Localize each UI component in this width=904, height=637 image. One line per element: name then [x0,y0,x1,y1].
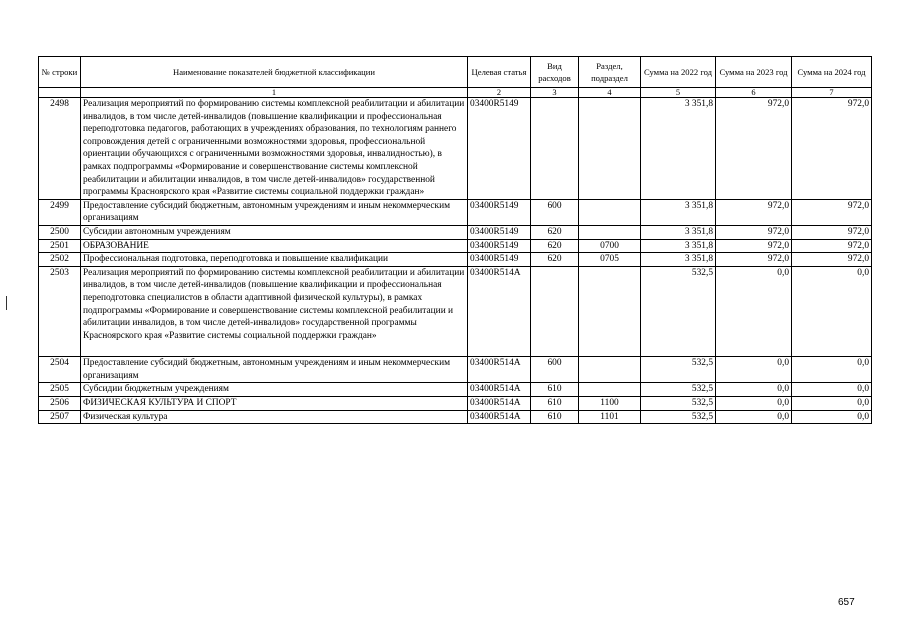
section-cell [579,266,641,357]
sum-2022-cell: 3 351,8 [641,253,716,267]
indicator-name-cell: Реализация мероприятий по формированию системы комплексной реабилитации и абилитации инвалидов, в том числе детей-инвалидов (повышение квалификации и профессиональная переподготовка педагогов, работающих в учреждениях образования, по технологиям раннего сопровождения детей с ограниченными возможностями здоровья, профессиональной ориентации обучающихся с ограниченными возможностями здоровья, инвалидностью), в рамках подпрограммы «Формирование и совершенствование системы комплексной реабилитации и абилитации инвалидов, в том числе детей-инвалидов» государственной программы Красноярского края «Развитие системы социальной поддержки граждан» [81,98,468,200]
expense-type-cell [531,266,579,357]
sum-2024-cell: 972,0 [792,199,872,225]
row-number-cell: 2498 [39,98,81,200]
indicator-name-cell: Предоставление субсидий бюджетным, автономным учреждениям и иным некоммерческим организациям [81,199,468,225]
row-number-cell: 2507 [39,410,81,424]
row-number-cell: 2503 [39,266,81,357]
row-number-cell: 2506 [39,397,81,411]
sum-2024-cell: 972,0 [792,225,872,239]
column-number: 5 [641,88,716,98]
section-cell [579,199,641,225]
table-body [39,98,872,424]
expense-type-cell [531,98,579,200]
target-article-cell: 03400R5149 [468,239,531,253]
header-sum-2023: Сумма на 2023 год [716,57,792,88]
header-vid: Вид расходов [531,57,579,88]
sum-2024-cell: 972,0 [792,98,872,200]
column-number: 3 [531,88,579,98]
section-cell [579,98,641,200]
indicator-name-cell: Физическая культура [81,410,468,424]
expense-type-cell: 600 [531,357,579,383]
sum-2022-cell: 532,5 [641,397,716,411]
table-row [39,397,872,411]
expense-type-cell: 620 [531,225,579,239]
row-number-cell: 2499 [39,199,81,225]
sum-2023-cell: 972,0 [716,225,792,239]
indicator-name-cell: Предоставление субсидий бюджетным, автономным учреждениям и иным некоммерческим организациям [81,357,468,383]
budget-table [38,56,872,424]
target-article-cell: 03400R5149 [468,199,531,225]
target-article-cell: 03400R5149 [468,253,531,267]
sum-2023-cell: 972,0 [716,98,792,200]
table-header-row [39,57,872,88]
sum-2022-cell: 3 351,8 [641,98,716,200]
table-row [39,410,872,424]
table-row [39,98,872,200]
table-row [39,383,872,397]
column-number: 6 [716,88,792,98]
target-article-cell: 03400R514A [468,383,531,397]
sum-2024-cell: 0,0 [792,410,872,424]
indicator-name-cell: Субсидии автономным учреждениям [81,225,468,239]
target-article-cell: 03400R514A [468,357,531,383]
header-name: Наименование показателей бюджетной классификации [81,57,468,88]
target-article-cell: 03400R514A [468,266,531,357]
expense-type-cell: 620 [531,253,579,267]
row-number-cell: 2502 [39,253,81,267]
sum-2024-cell: 0,0 [792,357,872,383]
expense-type-cell: 610 [531,397,579,411]
row-number-cell: 2501 [39,239,81,253]
column-number: 2 [468,88,531,98]
section-cell [579,383,641,397]
column-number-row [39,88,872,98]
table-row [39,357,872,383]
sum-2023-cell: 972,0 [716,199,792,225]
sum-2024-cell: 972,0 [792,253,872,267]
sum-2023-cell: 972,0 [716,239,792,253]
header-sum-2022: Сумма на 2022 год [641,57,716,88]
sum-2022-cell: 532,5 [641,357,716,383]
sum-2022-cell: 532,5 [641,410,716,424]
sum-2023-cell: 972,0 [716,253,792,267]
header-target: Целевая статья [468,57,531,88]
row-number-cell: 2505 [39,383,81,397]
section-cell: 0705 [579,253,641,267]
indicator-name-cell: ФИЗИЧЕСКАЯ КУЛЬТУРА И СПОРТ [81,397,468,411]
section-cell: 1101 [579,410,641,424]
row-number-cell: 2500 [39,225,81,239]
target-article-cell: 03400R514A [468,410,531,424]
indicator-name-cell: Профессиональная подготовка, переподготовка и повышение квалификации [81,253,468,267]
column-number: 4 [579,88,641,98]
header-razdel: Раздел, подраздел [579,57,641,88]
sum-2023-cell: 0,0 [716,383,792,397]
sum-2023-cell: 0,0 [716,397,792,411]
sum-2024-cell: 0,0 [792,266,872,357]
page-number: 657 [838,597,855,608]
section-cell [579,225,641,239]
column-number: 7 [792,88,872,98]
expense-type-cell: 600 [531,199,579,225]
margin-mark [6,296,7,310]
table-row [39,266,872,357]
target-article-cell: 03400R5149 [468,225,531,239]
section-cell [579,357,641,383]
sum-2022-cell: 3 351,8 [641,239,716,253]
section-cell: 1100 [579,397,641,411]
row-number-cell: 2504 [39,357,81,383]
section-cell: 0700 [579,239,641,253]
sum-2022-cell: 532,5 [641,266,716,357]
table-row [39,225,872,239]
table-row [39,253,872,267]
sum-2024-cell: 0,0 [792,383,872,397]
sum-2024-cell: 972,0 [792,239,872,253]
expense-type-cell: 610 [531,410,579,424]
target-article-cell: 03400R5149 [468,98,531,200]
sum-2022-cell: 3 351,8 [641,199,716,225]
sum-2022-cell: 3 351,8 [641,225,716,239]
column-number-blank [39,88,81,98]
sum-2023-cell: 0,0 [716,266,792,357]
header-row-no: № строки [39,57,81,88]
expense-type-cell: 610 [531,383,579,397]
sum-2023-cell: 0,0 [716,410,792,424]
header-sum-2024: Сумма на 2024 год [792,57,872,88]
indicator-name-cell: Реализация мероприятий по формированию системы комплексной реабилитации и абилитации инвалидов, в том числе детей-инвалидов (повышение квалификации и профессиональная переподготовка специалистов в области адаптивной физической культуры), в рамках подпрограммы «Формирование и совершенствование системы комплексной реабилитации и абилитации инвалидов, в том числе детей-инвалидов» государственной программы Красноярского края «Развитие системы социальной поддержки граждан» [81,266,468,357]
table-row [39,199,872,225]
table-row [39,239,872,253]
indicator-name-cell: Субсидии бюджетным учреждениям [81,383,468,397]
sum-2023-cell: 0,0 [716,357,792,383]
target-article-cell: 03400R514A [468,397,531,411]
sum-2022-cell: 532,5 [641,383,716,397]
sum-2024-cell: 0,0 [792,397,872,411]
column-number: 1 [81,88,468,98]
expense-type-cell: 620 [531,239,579,253]
indicator-name-cell: ОБРАЗОВАНИЕ [81,239,468,253]
